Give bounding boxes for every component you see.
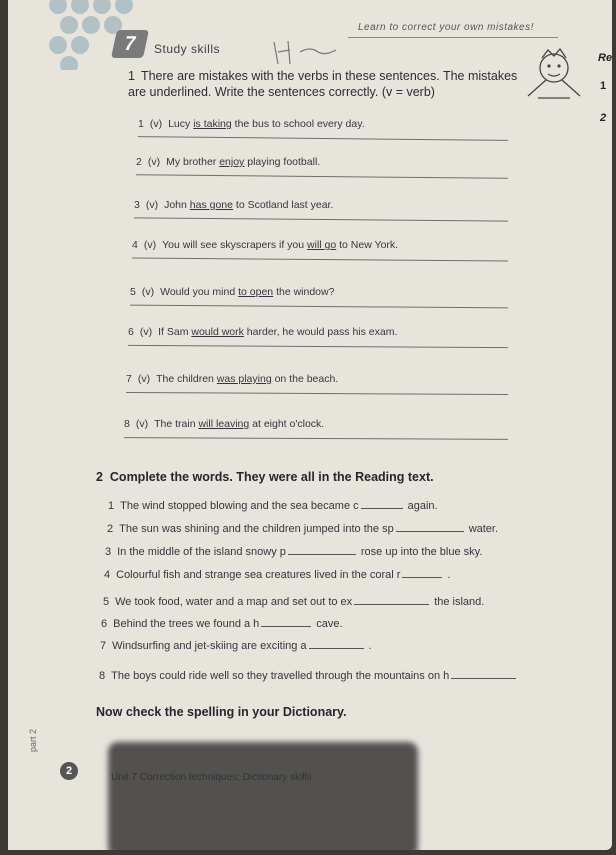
item-pre: The train	[154, 418, 199, 430]
item-pre: John	[164, 199, 190, 211]
item-text: Behind the trees we found a h	[113, 618, 260, 630]
exercise-2-item	[104, 567, 451, 581]
item-pre: You will see skyscrapers if you	[162, 239, 308, 251]
item-tag: (v)	[143, 239, 157, 251]
item-u: would work	[191, 326, 244, 338]
exercise-2-item	[107, 521, 498, 535]
item-n: 4	[132, 239, 138, 251]
exercise-2-item	[103, 594, 484, 608]
item-text-end: again.	[407, 500, 438, 512]
item-text-end: the island.	[434, 596, 485, 608]
exercise-1-instruction: 1 There are mistakes with the verbs in these sentences. The mistakes are underlined. Write the sentences correctly. (v = verb)	[128, 69, 518, 99]
exercise-2-item	[100, 638, 372, 652]
item-text: Windsurfing and jet-skiing are exciting a	[112, 640, 307, 652]
exercise-2-item	[105, 544, 482, 558]
exercise-2-item	[108, 498, 438, 512]
item-post: to New York.	[336, 239, 399, 251]
exercise-2-item	[99, 668, 521, 682]
item-u: is taking	[193, 118, 232, 130]
item-n: 2	[136, 156, 142, 168]
item-number: 8	[99, 670, 106, 682]
answer-line[interactable]	[134, 217, 508, 221]
exercise-1-item	[136, 156, 320, 168]
word-blank[interactable]	[309, 638, 364, 649]
item-n: 5	[130, 286, 136, 298]
tagline-rule	[348, 37, 558, 38]
item-post: the bus to school every day.	[231, 118, 365, 130]
item-text: The boys could ride well so they travelled through the mountains on h	[111, 670, 450, 682]
item-tag: (v)	[139, 326, 153, 338]
item-post: the window?	[273, 286, 335, 298]
part-label: part 2	[28, 728, 38, 752]
cartoon-character-icon	[518, 48, 590, 100]
word-blank[interactable]	[288, 544, 356, 555]
item-text: The wind stopped blowing and the sea became c	[120, 500, 359, 512]
item-tag: (v)	[141, 286, 155, 298]
item-u: to open	[238, 286, 274, 298]
item-post: harder, he would pass his exam.	[243, 326, 398, 338]
word-blank[interactable]	[402, 567, 442, 578]
page-number-badge: 2	[60, 762, 78, 780]
item-number: 7	[100, 640, 107, 652]
item-number: 3	[105, 546, 112, 558]
word-blank[interactable]	[451, 668, 516, 679]
item-text-end: .	[368, 640, 372, 652]
item-post: to Scotland last year.	[233, 199, 334, 211]
answer-line[interactable]	[128, 345, 508, 348]
item-tag: (v)	[145, 199, 159, 211]
item-pre: My brother	[166, 156, 220, 168]
tagline: Learn to correct your own mistakes!	[358, 22, 534, 33]
margin-number-2: 2	[600, 112, 607, 124]
word-blank[interactable]	[396, 521, 464, 532]
item-number: 6	[101, 618, 108, 630]
section-title: Study skills	[154, 42, 221, 56]
item-n: 1	[138, 118, 144, 130]
item-u: will go	[307, 239, 337, 251]
item-tag: (v)	[147, 156, 161, 168]
item-n: 8	[124, 418, 130, 430]
item-tag: (v)	[135, 418, 149, 430]
item-text: The sun was shining and the children jumped into the sp	[119, 523, 394, 535]
item-number: 1	[108, 500, 115, 512]
answer-line[interactable]	[130, 305, 508, 309]
item-tag: (v)	[137, 373, 151, 385]
item-post: playing football.	[244, 156, 321, 168]
exercise-1-item	[124, 418, 324, 430]
answer-line[interactable]	[132, 258, 508, 262]
item-u: enjoy	[219, 156, 245, 168]
item-text-end: cave.	[316, 618, 343, 630]
exercise-1-item	[138, 118, 365, 130]
item-number: 5	[103, 596, 110, 608]
unit-number-badge: 7	[111, 30, 149, 58]
word-blank[interactable]	[361, 498, 403, 509]
word-blank[interactable]	[261, 616, 311, 627]
unit-footer-text: Unit 7 Correction techniques; Dictionary skills	[111, 772, 312, 783]
item-pre: If Sam	[158, 326, 192, 338]
item-post: on the beach.	[271, 373, 339, 385]
item-post: at eight o'clock.	[249, 418, 325, 430]
item-pre: The children	[156, 373, 217, 385]
exercise-1-item	[126, 373, 338, 385]
check-spelling-text: Now check the spelling in your Dictionary.	[96, 705, 347, 719]
item-text-end: water.	[468, 523, 499, 535]
item-number: 4	[104, 569, 111, 581]
answer-line[interactable]	[138, 136, 508, 141]
exercise-2-instruction: 2 Complete the words. They were all in the Reading text.	[96, 470, 434, 484]
item-text-end: rose up into the blue sky.	[360, 546, 483, 558]
item-text: Colourful fish and strange sea creatures lived in the coral r	[116, 569, 401, 581]
item-n: 3	[134, 199, 140, 211]
margin-number-1: 1	[600, 80, 607, 92]
exercise-1-item	[130, 286, 334, 298]
item-u: will leaving	[198, 418, 250, 430]
item-text: In the middle of the island snowy p	[117, 546, 286, 558]
item-text: We took food, water and a map and set out to ex	[115, 596, 353, 608]
item-number: 2	[107, 523, 114, 535]
pencil-scribble	[270, 38, 340, 68]
exercise-1-item	[134, 199, 333, 211]
exercise-2-item	[101, 616, 343, 630]
item-pre: Would you mind	[160, 286, 239, 298]
margin-label-re: Re	[598, 52, 612, 64]
item-pre: Lucy	[168, 118, 194, 130]
answer-line[interactable]	[124, 437, 508, 440]
item-u: has gone	[189, 199, 233, 211]
answer-line[interactable]	[126, 392, 508, 395]
shadow-overlay	[108, 742, 418, 850]
workbook-page	[8, 0, 612, 850]
item-text-end: .	[447, 569, 451, 581]
item-n: 7	[126, 373, 132, 385]
exercise-1-item	[132, 239, 398, 251]
answer-line[interactable]	[136, 174, 508, 179]
item-n: 6	[128, 326, 134, 338]
word-blank[interactable]	[354, 594, 429, 605]
item-u: was playing	[216, 373, 272, 385]
exercise-1-item	[128, 326, 397, 338]
item-tag: (v)	[149, 118, 163, 130]
